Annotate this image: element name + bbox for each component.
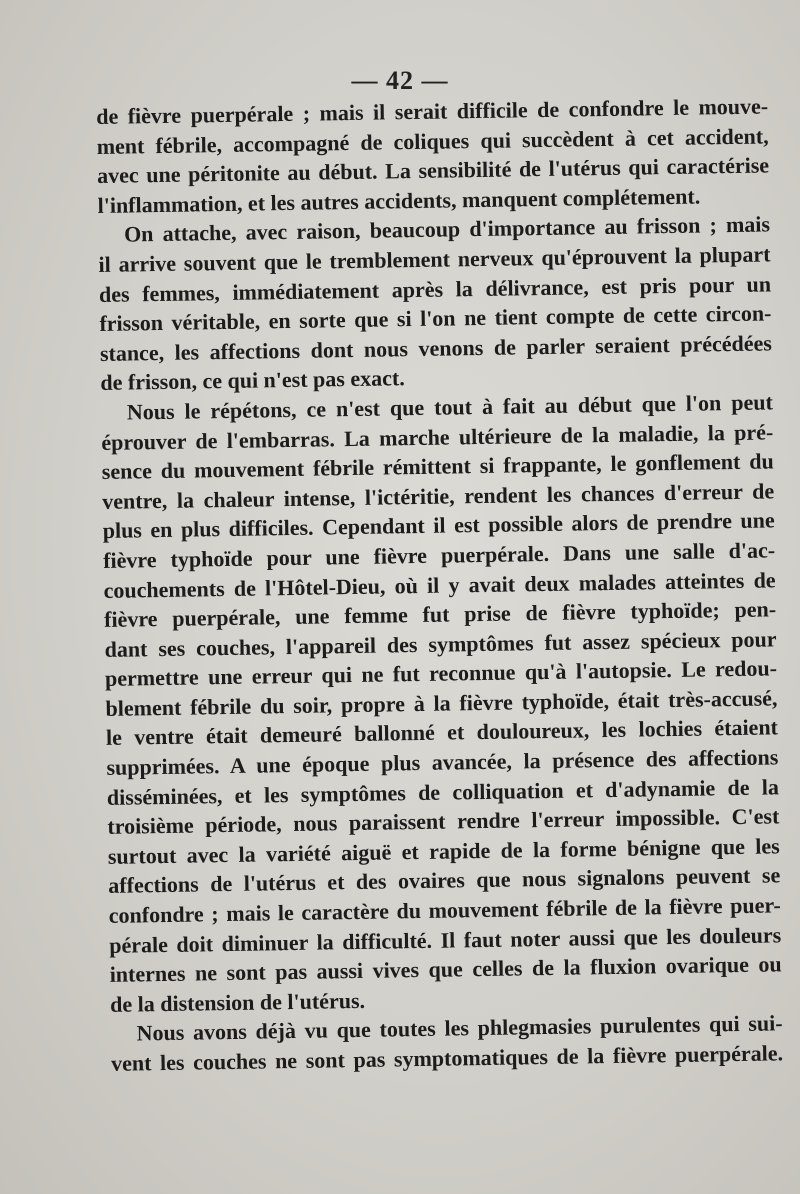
text-line: disséminées, et les symptômes de colliquation et d'adynamie de la <box>106 774 780 810</box>
text-line: plus en plus difficiles. Cependant il est possible alors de prendre une <box>102 507 775 544</box>
text-line: ventre, la chaleur intense, l'ictéritie, rendent les chances d'erreur de <box>102 478 775 514</box>
text-line: surtout avec la variété aiguë et rapide de la forme bénigne que les <box>107 833 780 869</box>
text-line: permettre une erreur qui ne fut reconnue qu'à l'autopsie. Le redou- <box>104 655 778 692</box>
text-line: l'inflammation, et les autres accidents, manquent complétement. <box>97 183 701 218</box>
page-number: — 42 — <box>351 66 449 95</box>
text-line: de fièvre puerpérale ; mais il serait difficile de confondre le mouve- <box>96 93 769 129</box>
text-line: On attache, avec raison, beaucoup d'importance au frisson ; mais <box>123 211 771 247</box>
text-line: avec une péritonite au début. La sensibilité de l'utérus qui caractérise <box>96 152 770 189</box>
text-line: Nous avons déjà vu que toutes les phlegmasies purulentes qui sui- <box>136 1010 783 1046</box>
text-line: sence du mouvement fébrile rémittent si frappante, le gonflement du <box>101 448 774 485</box>
text-line: de la distension de l'utérus. <box>109 987 366 1017</box>
text-line: dant ses couches, l'appareil des symptômes fut assez spécieux pour <box>104 626 777 662</box>
text-line: frisson véritable, en sorte que si l'on ne tient compte de cette circon- <box>99 300 772 337</box>
text-line: éprouver de l'embarras. La marche ultérieure de la maladie, la pré- <box>101 418 774 455</box>
text-line: stance, les affections dont nous venons de parler seraient précédées <box>99 330 773 366</box>
text-line: confondre ; mais le caractère du mouvement fébrile de la fièvre puer- <box>108 892 781 928</box>
text-line: des femmes, immédiatement après la délivrance, est pris pour un <box>98 270 772 307</box>
text-line: supprimées. A une époque plus avancée, la présence des affections <box>106 744 779 780</box>
text-line: troisième période, nous paraissent rendre l'erreur impossible. C'est <box>107 803 780 840</box>
text-line: vent les couches ne sont pas symptomatiques de la fièvre puerpérale. <box>110 1040 784 1076</box>
text-line: Nous le répétons, ce n'est que tout à fait au début que l'on peut <box>126 389 773 425</box>
text-line: pérale doit diminuer la difficulté. Il faut noter aussi que les douleurs <box>109 921 782 958</box>
text-line: fièvre typhoïde pour une fièvre puerpérale. Dans une salle d'ac- <box>103 537 776 573</box>
text-line: de frisson, ce qui n'est pas exact. <box>100 365 405 396</box>
text-line: couchements de l'Hôtel-Dieu, où il y avait deux malades atteintes de <box>103 566 776 603</box>
text-line: le ventre était demeuré ballonné et douloureux, les lochies étaient <box>105 714 779 751</box>
text-line: blement fébrile du soir, propre à la fièvre typhoïde, était très-accusé, <box>105 685 778 721</box>
body-text <box>96 91 783 1078</box>
text-line: ment fébrile, accompagné de coliques qui succèdent à cet accident, <box>96 123 769 159</box>
text-line: affections de l'utérus et des ovaires que nous signalons peuvent se <box>108 862 781 899</box>
text-line: il arrive souvent que le tremblement nerveux qu'éprouvent la plupart <box>98 241 771 277</box>
text-line: internes ne sont pas aussi vives que celles de la fluxion ovarique ou <box>109 951 782 988</box>
text-line: fièvre puerpérale, une femme fut prise de fièvre typhoïde; pen- <box>103 596 777 633</box>
